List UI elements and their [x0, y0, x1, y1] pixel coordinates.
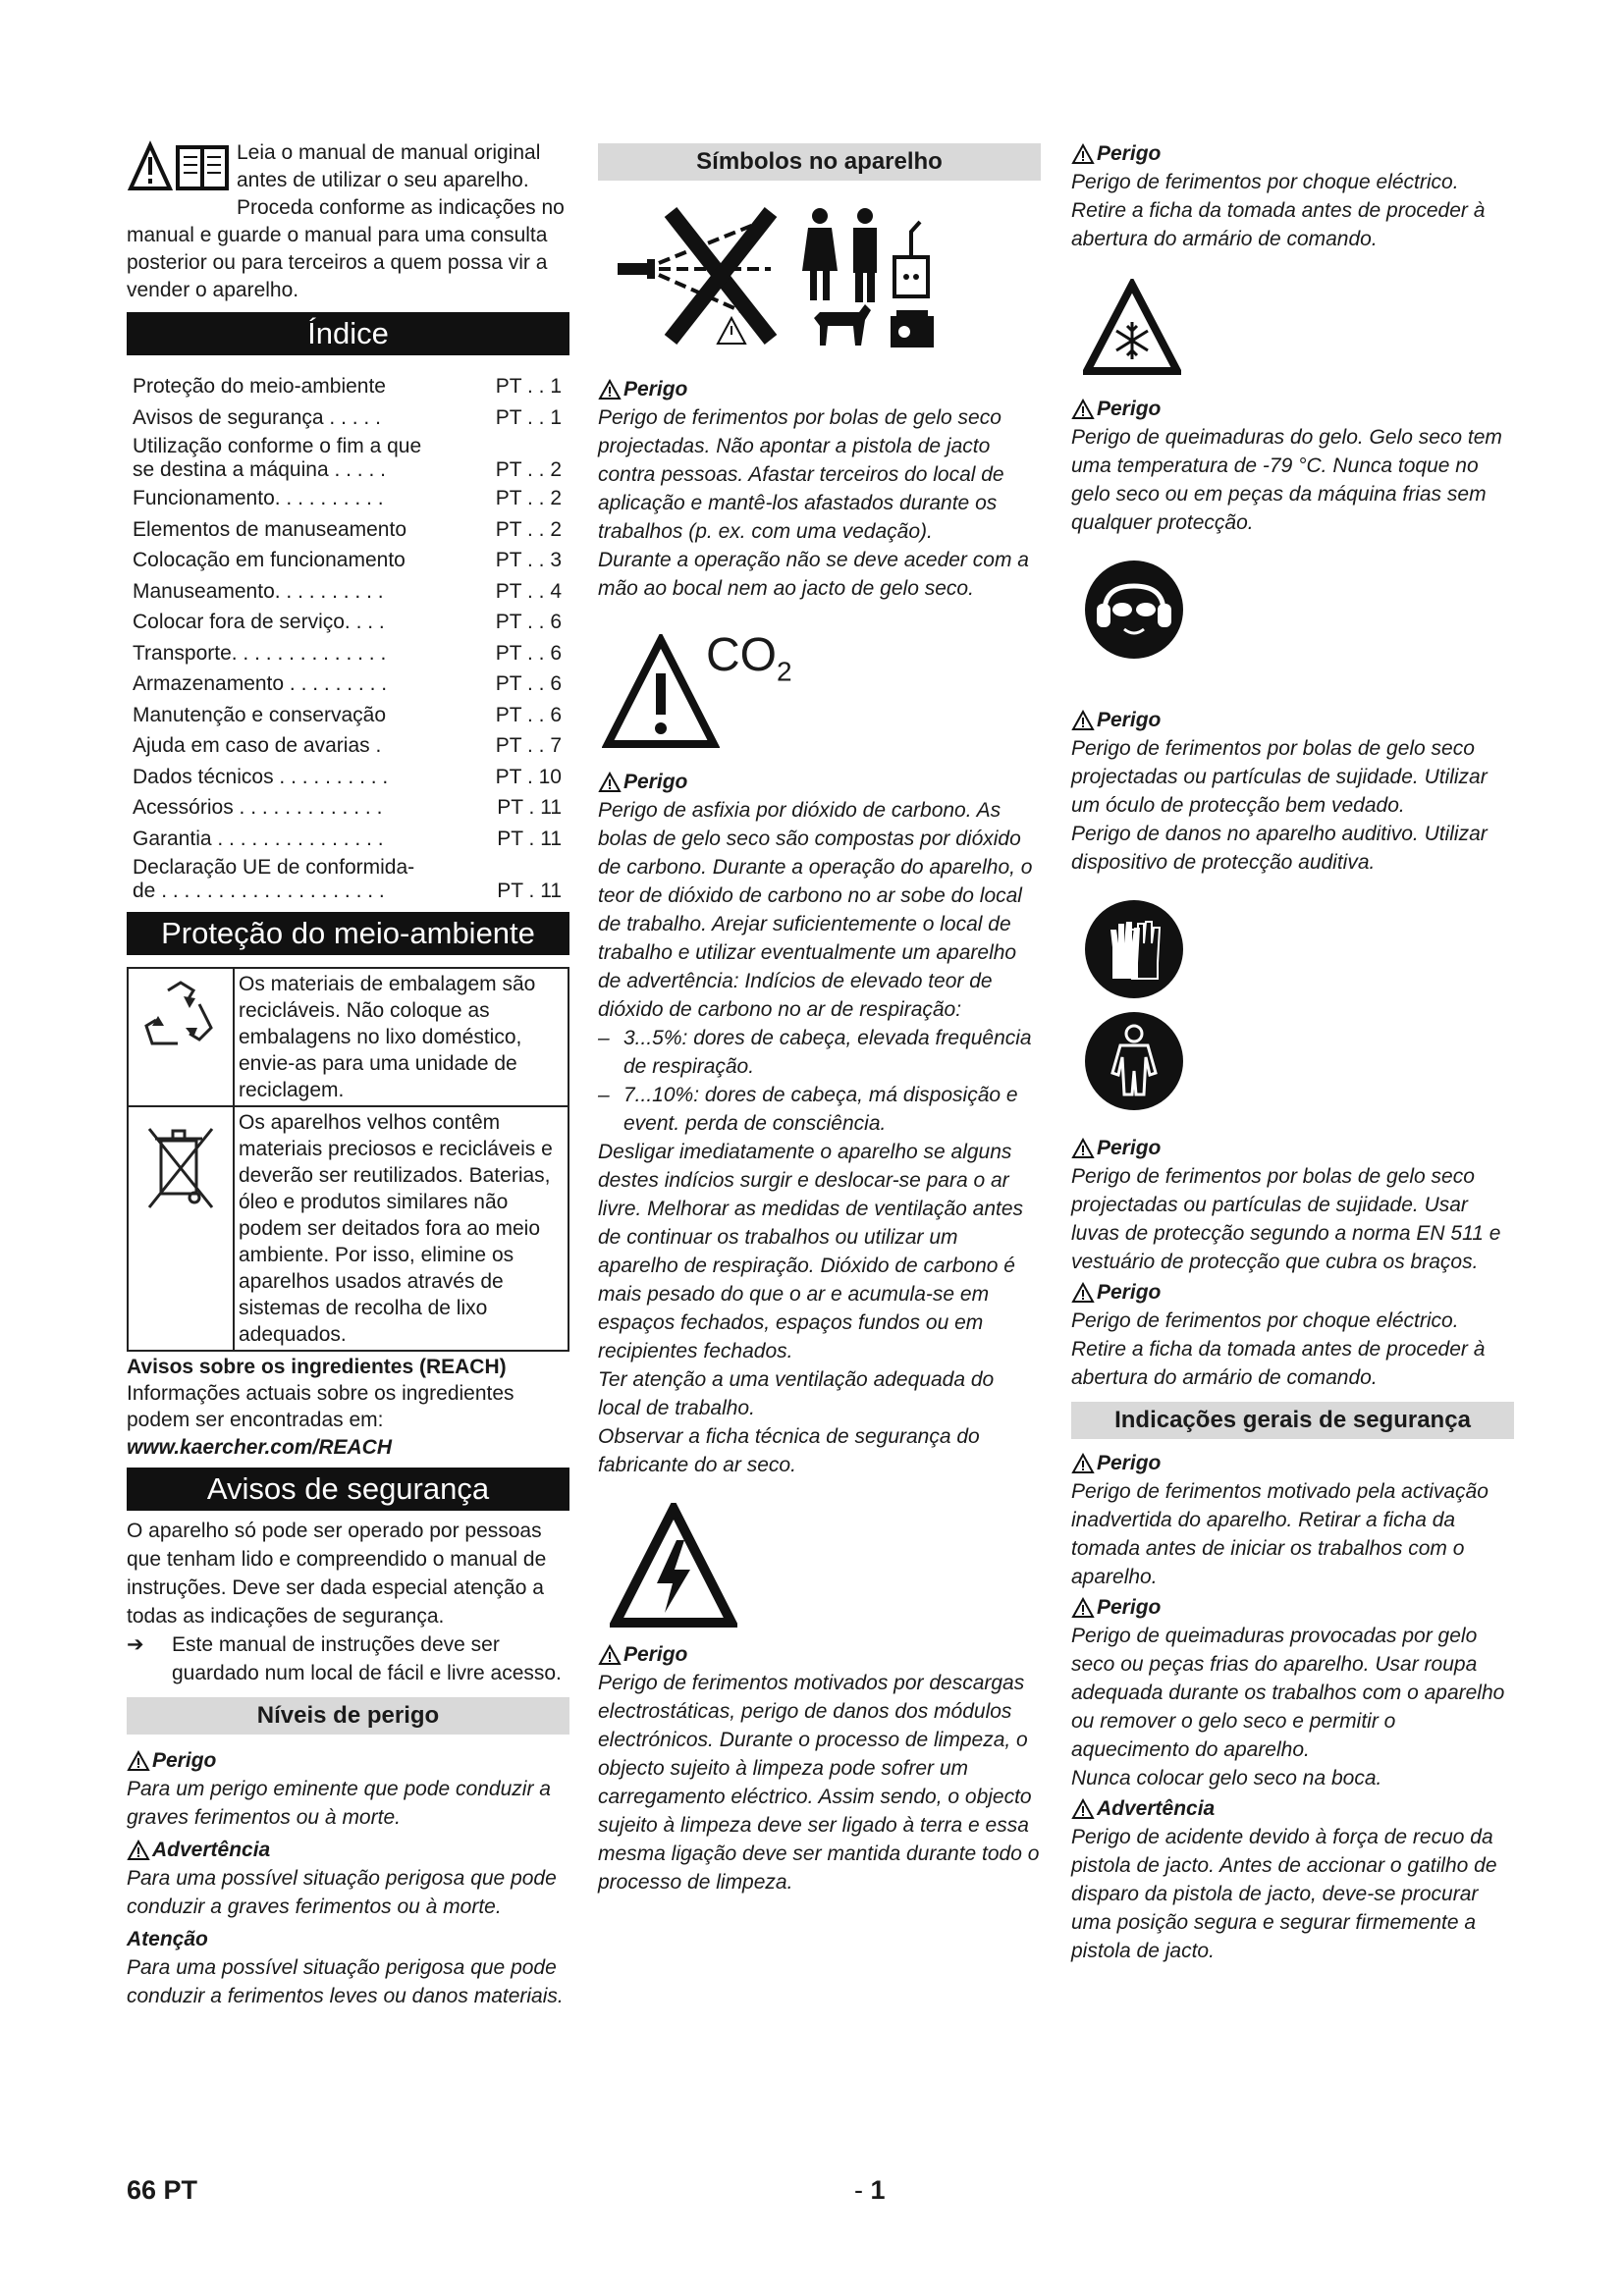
toc-row[interactable] [127, 824, 569, 855]
page-number: - 1 [854, 2175, 886, 2205]
warning-triangle-icon [127, 1750, 150, 1772]
co2-warning-symbol [598, 628, 814, 756]
weee-row [129, 1105, 568, 1350]
warning-triangle-icon [598, 379, 622, 400]
recycle-row [129, 969, 568, 1105]
warning-triangle-icon [1071, 143, 1095, 165]
warning-triangle-icon [127, 1840, 150, 1861]
toc-page: PT . . 6 [495, 611, 562, 633]
column-right [1071, 139, 1514, 1965]
w1-text: Perigo de ferimentos por bolas de gelo seco projectadas. Não apontar a pistola de jacto contra pessoas. Afastar terceiros do local de aplicação e mantê-los afastados durante os trabalhos (p. ex. com uma vedação). [598, 406, 1004, 543]
warning-triangle-icon [598, 772, 622, 793]
toc-page: PT . . 1 [495, 375, 562, 398]
toc-page: PT . . 4 [495, 579, 562, 603]
toc-row[interactable] [127, 483, 569, 514]
g1-label: Perigo [1071, 1449, 1514, 1477]
w3-text: Perigo de ferimentos motivados por descargas electrostáticas, perigo de danos dos módulos electrónicos. Durante o processo de limpeza, o objecto sujeito à limpeza pode sofrer um carregamento eléctrico. Assim sendo, o objecto sujeito à limpeza deve ser ligado à terra e essa mesma ligação deve ser mantida durante todo o processo de limpeza. [598, 1672, 1040, 1894]
c2-text: Perigo de queimaduras do gelo. Gelo seco tem uma temperatura de -79 °C. Nunca toque no gelo seco ou em peças da máquina frias sem qualquer protecção. [1071, 426, 1502, 534]
toc-title: Declaração UE de conformida- [133, 856, 415, 879]
toc-title: Proteção do meio-ambiente [133, 375, 386, 398]
toc-row[interactable] [127, 436, 569, 483]
toc-title: Armazenamento . . . . . . . . . [133, 672, 388, 695]
level-atencao-label: Atenção [127, 1928, 208, 1950]
toc-page: PT . . 6 [495, 672, 562, 695]
gloves-icon [1083, 898, 1185, 1000]
w1-text2: Durante a operação não se deve aceder com a mão ao bocal nem ao jacto de gelo seco. [598, 549, 1029, 600]
warning-triangle-icon [1071, 710, 1095, 731]
g2-label: Perigo [1071, 1593, 1514, 1622]
protective-suit-icon [1083, 1010, 1185, 1112]
warning-triangle-icon [1071, 1453, 1095, 1474]
level-advertencia-text: Para uma possível situação perigosa que pode conduzir a graves ferimentos ou à morte. [127, 1867, 557, 1918]
w1-label: Perigo [598, 375, 1041, 403]
level-advertencia-label: Advertência [127, 1836, 569, 1864]
toc-row[interactable] [127, 638, 569, 669]
crossed-bin-icon [141, 1117, 220, 1215]
warning-triangle-icon [1071, 1798, 1095, 1820]
warning-triangle-icon [1071, 1282, 1095, 1304]
co2-level-2: – 7...10%: dores de cabeça, má disposição e event. perda de consciência. [598, 1084, 1018, 1135]
arrow-icon: ➔ [127, 1633, 144, 1656]
w2-text: Perigo de asfixia por dióxido de carbono. As bolas de gelo seco são compostas por dióxido de carbono. Durante a operação do aparelho, o teor de dióxido de carbono no ar sobe do local de trabalho. Arejar suficientemente o local de trabalho e utilizar eventualmente um aparelho de advertência: Indícios de elevado teor de dióxido de carbono no ar de respiração: [598, 799, 1033, 1021]
safety-intro: O aparelho só pode ser operado por pessoas que tenham lido e compreendido o manual de instruções. Deve ser dada especial atenção a todas as indicações de segurança. [127, 1520, 547, 1628]
toc-title: Funcionamento. . . . . . . . . . [133, 487, 384, 509]
environment-heading: Proteção do meio-ambiente [127, 912, 569, 955]
toc-row[interactable] [127, 576, 569, 608]
intro-block [127, 139, 569, 304]
c4-label: Perigo [1071, 1134, 1514, 1162]
exclamation-triangle-icon [602, 634, 720, 752]
toc-page: PT . . 2 [495, 487, 562, 509]
c5-label: Perigo [1071, 1278, 1514, 1307]
w2-label: Perigo [598, 768, 1041, 796]
c4-text: Perigo de ferimentos por bolas de gelo seco projectadas ou partículas de sujidade. Usar luvas de protecção segundo a norma EN 511 e vestuário de protecção que cubra os braços. [1071, 1165, 1501, 1273]
toc-title: Colocar fora de serviço. . . . [133, 611, 385, 633]
goggles-earmuffs-icon [1083, 559, 1185, 661]
toc-row[interactable] [127, 730, 569, 762]
intro-text: Leia o manual de manual original antes de utilizar o seu aparelho. Proceda conforme as indicações no manual e guarde o manual para uma consulta posterior ou para terceiros a quem possa vir a vender o aparelho. [127, 141, 565, 301]
g3-text: Perigo de acidente devido à força de recuo da pistola de jacto. Antes de accionar o gatilho de disparo da pistola de jacto, deve-se procurar uma posição segura e segurar firmemente a pistola de jacto. [1071, 1826, 1497, 1962]
toc-row[interactable] [127, 668, 569, 700]
toc-title: Avisos de segurança . . . . . [133, 405, 381, 429]
safety-heading: Avisos de segurança [127, 1468, 569, 1511]
level-perigo-text: Para um perigo eminente que pode conduzir a graves ferimentos ou à morte. [127, 1778, 551, 1829]
toc-title: Ajuda em caso de avarias . [133, 734, 382, 757]
toc-title: Manuseamento. . . . . . . . . . [133, 579, 384, 603]
warning-manual-icon [127, 139, 233, 196]
environment-table [127, 967, 569, 1352]
toc-page: PT . 10 [495, 765, 562, 788]
toc-title: se destina a máquina . . . . . [133, 458, 386, 481]
toc-row[interactable] [127, 371, 569, 402]
toc-title: Transporte. . . . . . . . . . . . . . [133, 641, 387, 665]
toc-title: Manutenção e conservação [133, 703, 386, 726]
toc-title: Elementos de manuseamento [133, 517, 406, 541]
toc-page: PT . . 2 [495, 517, 562, 541]
toc-page: PT . . 6 [495, 641, 562, 665]
recycle-text: Os materiais de embalagem são recicláveis. Não coloque as embalagens no lixo doméstico, envie-as para uma unidade de reciclagem. [239, 973, 536, 1101]
column-middle [598, 139, 1041, 1896]
level-atencao-text: Para uma possível situação perigosa que pode conduzir a ferimentos leves ou danos materiais. [127, 1956, 564, 2007]
c1-text: Perigo de ferimentos por choque eléctrico. Retire a ficha da tomada antes de proceder à abertura do armário de comando. [1071, 171, 1486, 250]
symbols-heading: Símbolos no aparelho [598, 143, 1041, 181]
c3-text2: Perigo de danos no aparelho auditivo. Utilizar dispositivo de protecção auditiva. [1071, 823, 1488, 874]
toc-title: de . . . . . . . . . . . . . . . . . . . . [133, 880, 385, 902]
toc-row[interactable] [127, 402, 569, 434]
recycle-icon-cell [129, 969, 235, 1105]
c3-label: Perigo [1071, 706, 1514, 734]
toc-row[interactable] [127, 762, 569, 793]
table-of-contents [127, 371, 569, 904]
c2-label: Perigo [1071, 395, 1514, 423]
warning-triangle-icon [1071, 1597, 1095, 1619]
recycle-icon [138, 979, 223, 1057]
no-spraying-people-icon [614, 202, 967, 359]
safety-bullet [127, 1630, 569, 1687]
warning-triangle-icon [1071, 1138, 1095, 1159]
toc-heading: Índice [127, 312, 569, 355]
reach-text: Informações actuais sobre os ingredientes podem ser encontradas em: [127, 1382, 514, 1431]
w3-label: Perigo [598, 1640, 1041, 1669]
g1-text: Perigo de ferimentos motivado pela activação inadvertida do aparelho. Retirar a ficha da tomada antes de iniciar os trabalhos com o aparelho. [1071, 1480, 1489, 1588]
toc-title: Colocação em funcionamento [133, 549, 406, 571]
weee-icon-cell [129, 1107, 235, 1350]
toc-row[interactable] [127, 792, 569, 824]
w2-text3: Ter atenção a uma ventilação adequada do local de trabalho. [598, 1368, 995, 1419]
w2-text2: Desligar imediatamente o aparelho se alguns destes indícios surgir e deslocar-se para o ar livre. Melhorar as medidas de ventilação antes de continuar os trabalhos ou utilizar um aparelho de respiração. Dióxido de carbono é mais pesado do que o ar e acumula-se em espaços fechados, espaços fundos ou em recipientes fechados. [598, 1141, 1024, 1362]
high-voltage-icon [610, 1503, 737, 1630]
toc-title: Acessórios . . . . . . . . . . . . . [133, 796, 383, 819]
cold-surface-icon [1083, 279, 1181, 377]
toc-title: Garantia . . . . . . . . . . . . . . . [133, 827, 384, 850]
toc-page: PT . . 7 [495, 734, 562, 757]
co2-label: $CO_2$ [706, 629, 792, 687]
reach-url[interactable]: www.kaercher.com/REACH [127, 1436, 392, 1459]
column-left [127, 139, 569, 2010]
general-safety-heading: Indicações gerais de segurança [1071, 1402, 1514, 1439]
co2-level-1: – 3...5%: dores de cabeça, elevada frequência de respiração. [598, 1027, 1032, 1078]
c1-label: Perigo [1071, 139, 1514, 168]
toc-row[interactable] [127, 607, 569, 638]
toc-page: PT . 11 [497, 880, 562, 902]
toc-row[interactable] [127, 700, 569, 731]
toc-page: PT . 11 [497, 827, 562, 850]
level-perigo-label: Perigo [127, 1746, 569, 1775]
safety-bullet-text: Este manual de instruções deve ser guardado num local de fácil e livre acesso. [172, 1633, 562, 1684]
g2-text: Perigo de queimaduras provocadas por gelo seco ou peças frias do aparelho. Usar roupa adequada durante os trabalhos com o aparelho ou remover o gelo seco e permitir o aquecimento do aparelho. [1071, 1625, 1505, 1761]
g2-text2: Nunca colocar gelo seco na boca. [1071, 1767, 1382, 1789]
toc-page: PT . . 2 [495, 458, 562, 481]
page-label: 66 PT [127, 2175, 198, 2205]
toc-row[interactable] [127, 514, 569, 546]
w2-text4: Observar a ficha técnica de segurança do fabricante do ar seco. [598, 1425, 980, 1476]
warning-triangle-icon [1071, 399, 1095, 420]
toc-page: PT . . 1 [495, 405, 562, 429]
warning-triangle-icon [598, 1644, 622, 1666]
toc-row[interactable] [127, 545, 569, 576]
reach-title: Avisos sobre os ingredientes (REACH) [127, 1356, 507, 1378]
danger-levels-heading: Níveis de perigo [127, 1697, 569, 1735]
toc-title: Dados técnicos . . . . . . . . . . [133, 765, 389, 788]
c5-text: Perigo de ferimentos por choque eléctrico. Retire a ficha da tomada antes de proceder à abertura do armário de comando. [1071, 1309, 1486, 1389]
toc-page: PT . . 6 [495, 703, 562, 726]
c3-text: Perigo de ferimentos por bolas de gelo seco projectadas ou partículas de sujidade. Utilizar um óculo de protecção bem vedado. [1071, 737, 1488, 817]
toc-page: PT . . 3 [495, 549, 562, 571]
weee-text: Os aparelhos velhos contêm materiais preciosos e recicláveis e deverão ser reutilizados. Baterias, óleo e produtos similares não podem ser deitados fora ao meio ambiente. Por isso, elimine os aparelhos usados através de sistemas de recolha de lixo adequados. [239, 1111, 553, 1346]
g3-label: Advertência [1071, 1794, 1514, 1823]
toc-page: PT . 11 [497, 796, 562, 819]
toc-title: Utilização conforme o fim a que [133, 435, 422, 457]
toc-row[interactable] [127, 857, 569, 904]
